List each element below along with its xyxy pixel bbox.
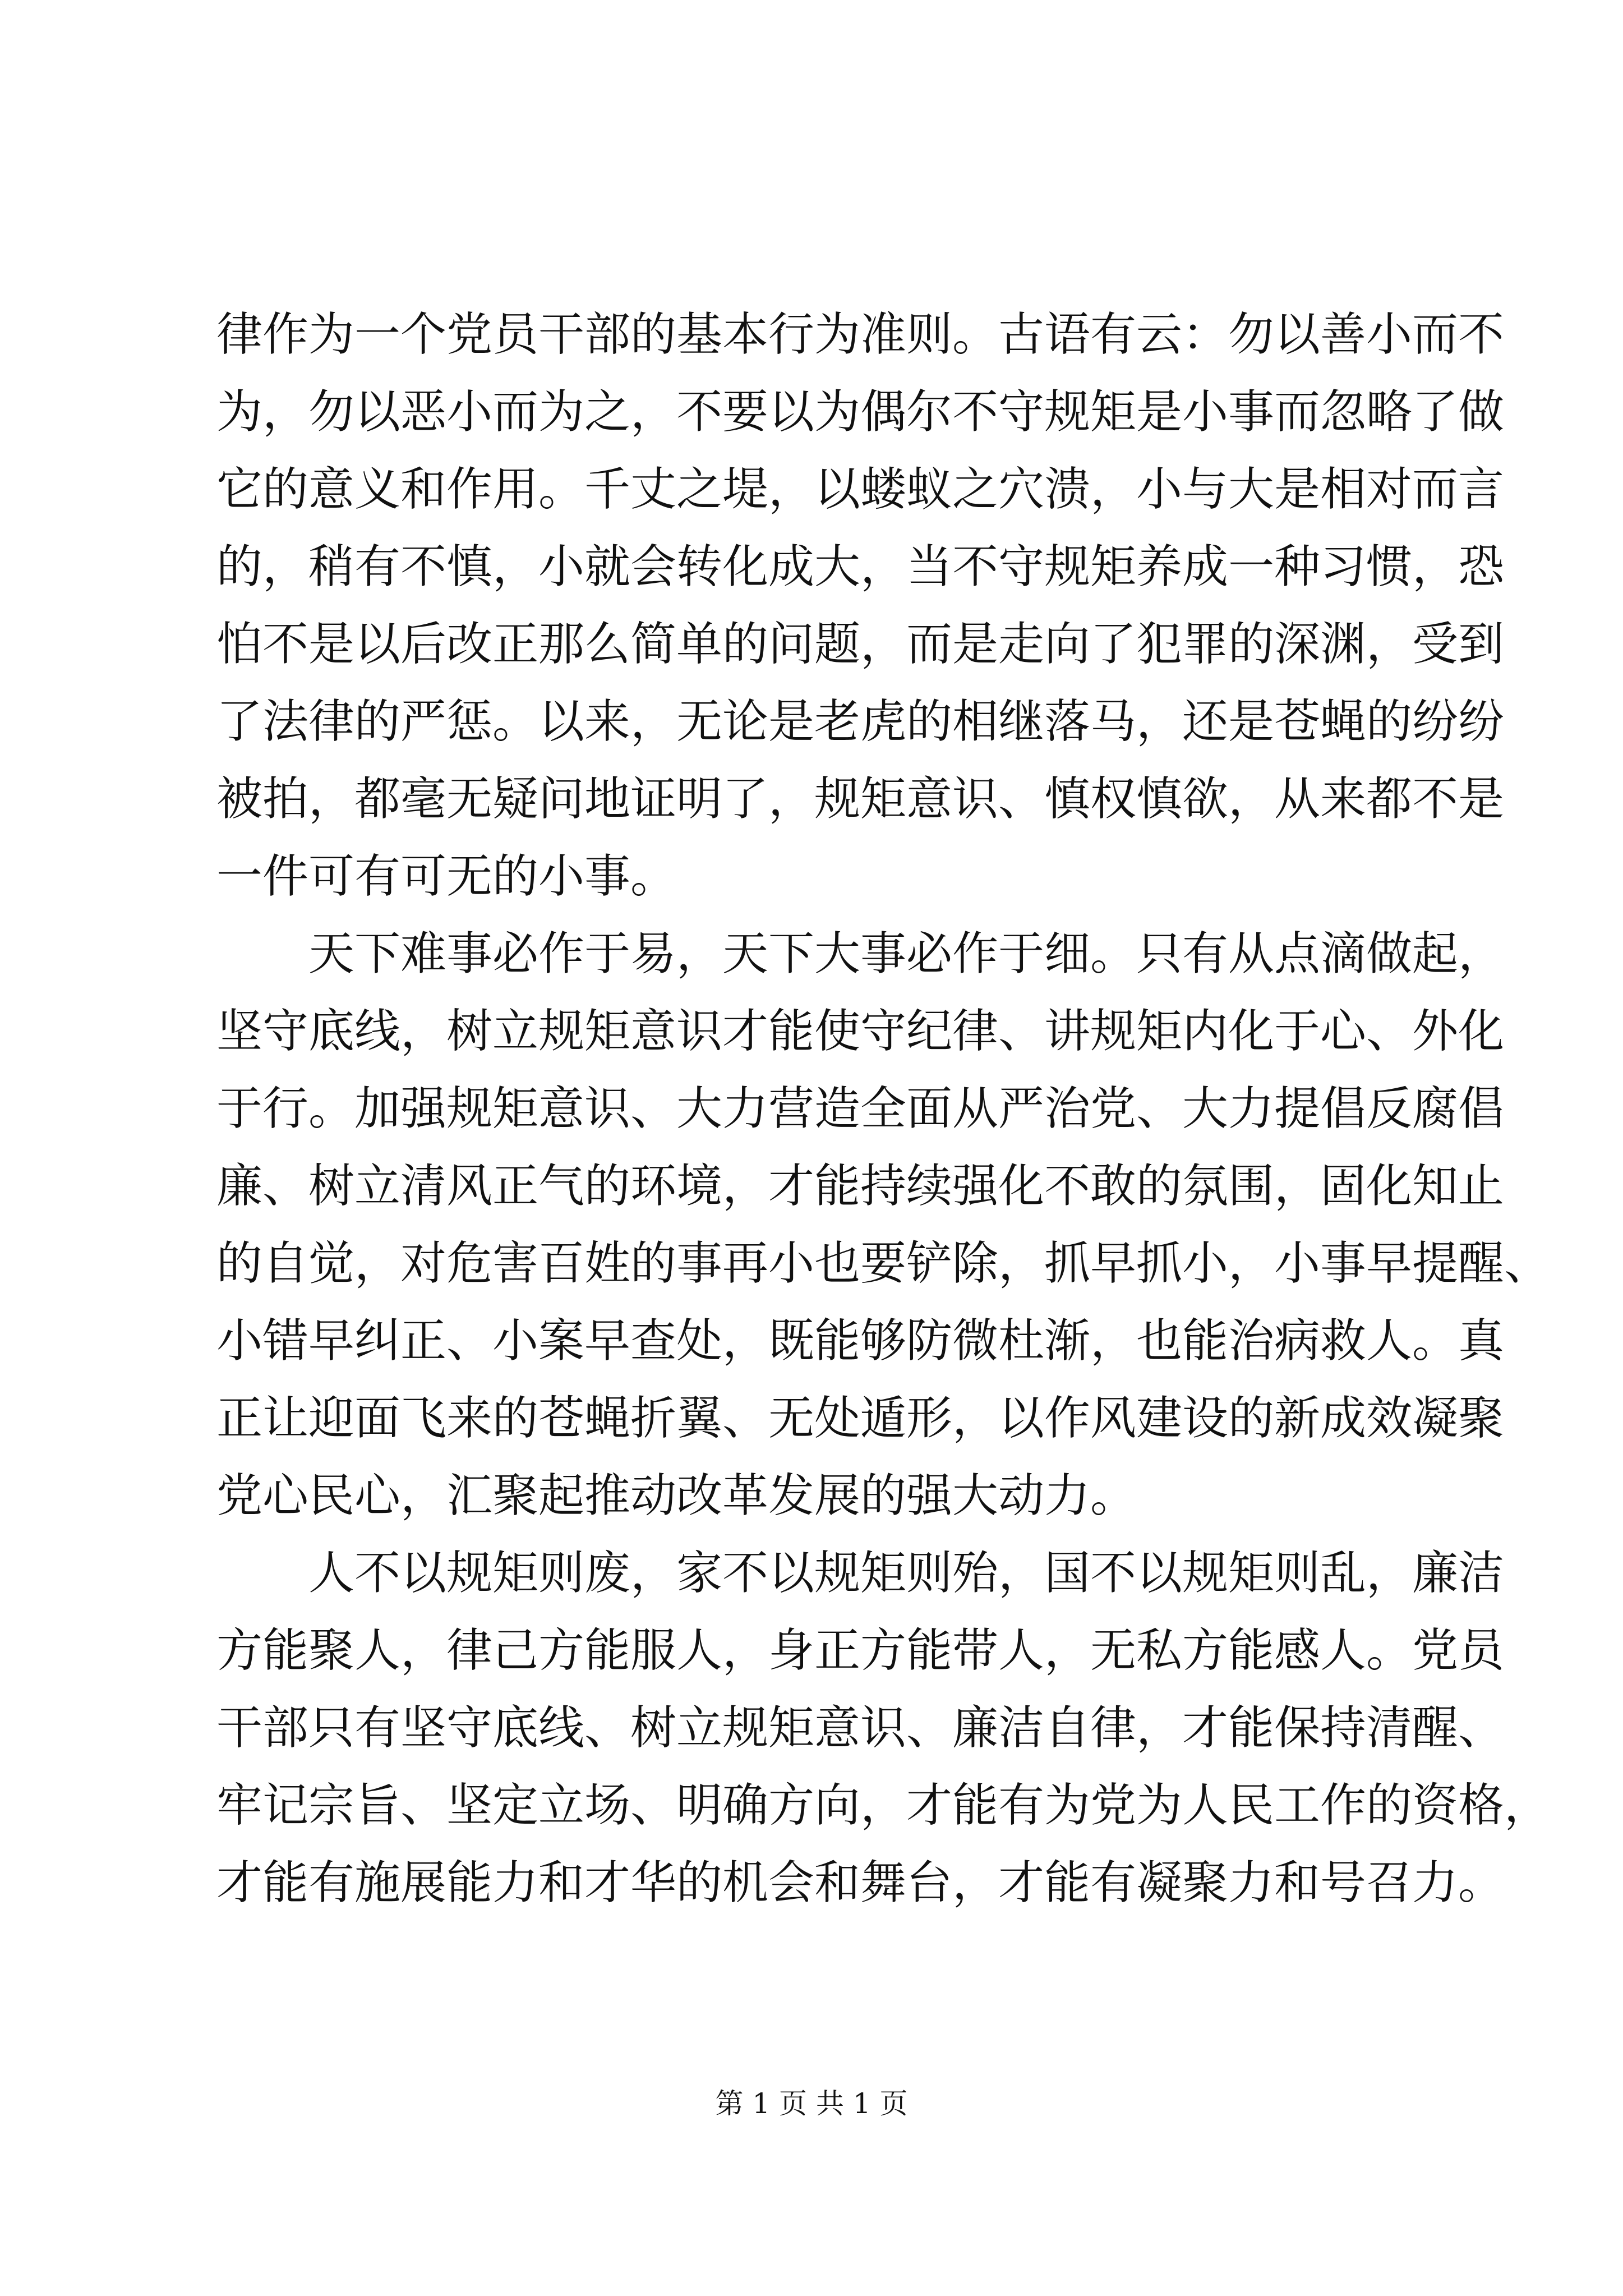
document-body xyxy=(216,296,1551,1922)
text-line: 牢记宗旨、坚定立场、明确方向，才能有为党为人民工作的资格， xyxy=(216,1779,1551,1832)
text-line: 干部只有坚守底线、树立规矩意识、廉洁自律，才能保持清醒、 xyxy=(216,1701,1505,1755)
text-line: 才能有施展能力和才华的机会和舞台，才能有凝聚力和号召力。 xyxy=(216,1856,1505,1910)
text-line: 人不以规矩则废，家不以规矩则殆，国不以规矩则乱，廉洁 xyxy=(308,1547,1505,1600)
text-line: 了法律的严惩。以来，无论是老虎的相继落马，还是苍蝇的纷纷 xyxy=(216,695,1505,748)
text-line: 小错早纠正、小案早查处，既能够防微杜渐，也能治病救人。真 xyxy=(216,1314,1505,1368)
text-line: 天下难事必作于易，天下大事必作于细。只有从点滴做起， xyxy=(308,927,1505,981)
text-line: 它的意义和作用。千丈之堤，以蝼蚁之穴溃，小与大是相对而言 xyxy=(216,463,1505,516)
text-line: 的自觉，对危害百姓的事再小也要铲除，抓早抓小，小事早提醒、 xyxy=(216,1237,1551,1290)
text-line: 于行。加强规矩意识、大力营造全面从严治党、大力提倡反腐倡 xyxy=(216,1082,1505,1135)
text-line: 怕不是以后改正那么简单的问题，而是走向了犯罪的深渊，受到 xyxy=(216,618,1505,671)
text-line: 坚守底线，树立规矩意识才能使守纪律、讲规矩内化于心、外化 xyxy=(216,1005,1505,1058)
text-line: 廉、树立清风正气的环境，才能持续强化不敢的氛围，固化知止 xyxy=(216,1159,1505,1213)
text-line: 的，稍有不慎，小就会转化成大，当不守规矩养成一种习惯，恐 xyxy=(216,540,1505,593)
page-number-footer: 第 1 页 共 1 页 xyxy=(715,2087,908,2120)
text-line: 律作为一个党员干部的基本行为准则。古语有云：勿以善小而不 xyxy=(216,308,1505,361)
text-line: 被拍，都毫无疑问地证明了，规矩意识、慎权慎欲，从来都不是 xyxy=(216,772,1505,826)
text-line: 方能聚人，律己方能服人，身正方能带人，无私方能感人。党员 xyxy=(216,1624,1505,1677)
text-line: 一件可有可无的小事。 xyxy=(216,850,677,903)
text-line: 正让迎面飞来的苍蝇折翼、无处遁形，以作风建设的新成效凝聚 xyxy=(216,1392,1505,1445)
text-line: 为，勿以恶小而为之，不要以为偶尔不守规矩是小事而忽略了做 xyxy=(216,385,1505,439)
text-line: 党心民心，汇聚起推动改革发展的强大动力。 xyxy=(216,1469,1137,1522)
